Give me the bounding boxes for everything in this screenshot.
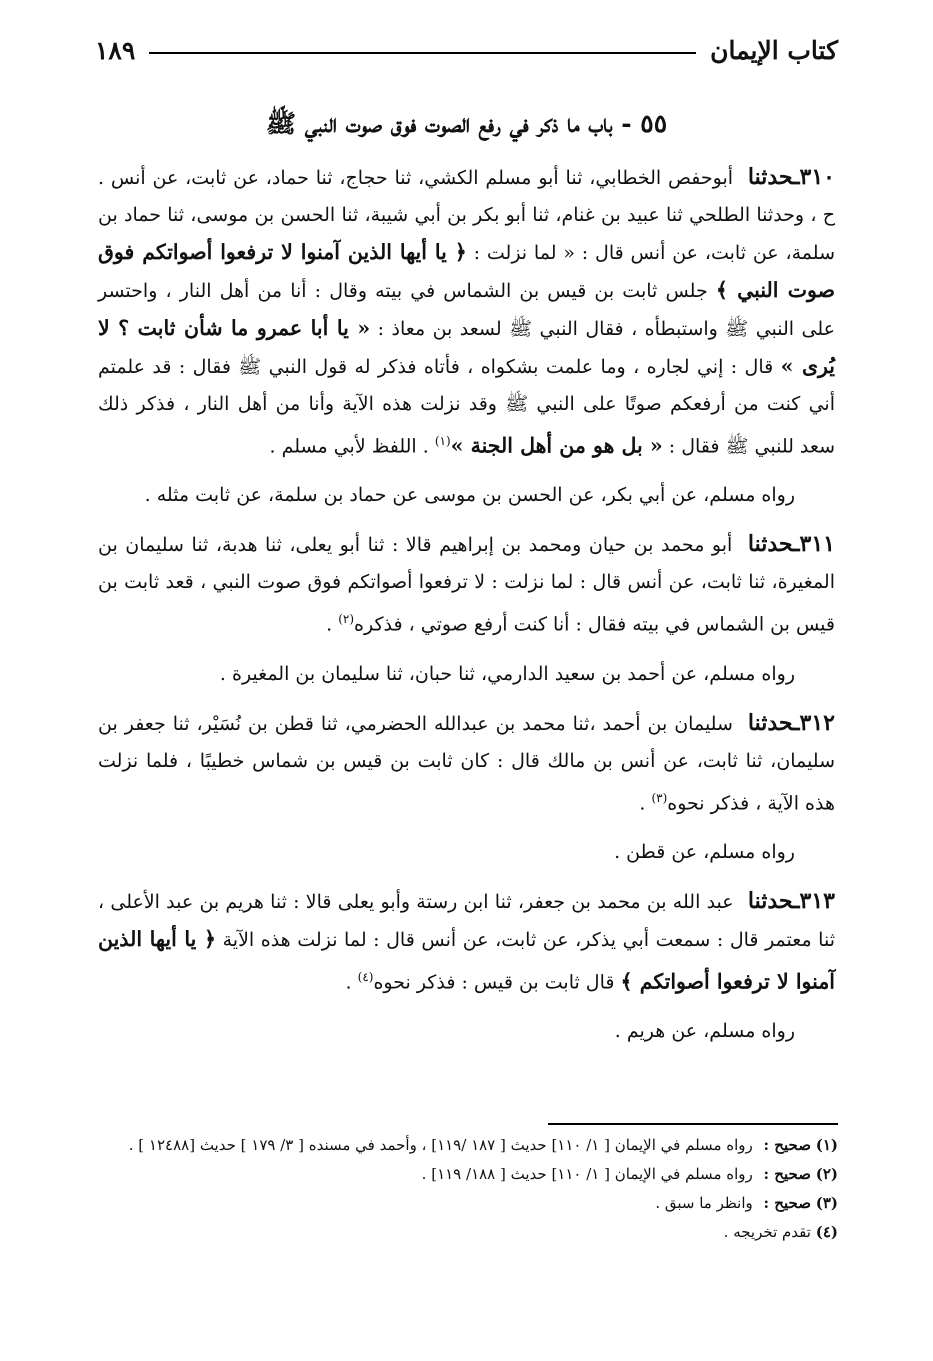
hadith-313: ٣١٣ـحدثنا عبد الله بن محمد بن جعفر، ثنا ابن رستة وأبو يعلى قالا : ثنا هريم بن عبد الأعلى ، ثنا معتمر قال : سمعت أبي يذكر، عن ثابت، عن أنس قال : لما نزلت هذه الآية ﴿ يا أيها الذين آمنوا لا ترفعوا أصواتكم ﴾ قال ثابت بن قيس : فذكر نحوه$^{(٤)}$ . [98,887,835,994]
footnote-text: رواه مسلم في الإيمان [ ١/ ١١٠] حديث [ ١٨٨/ ١١٩] . [421,1165,753,1183]
hadith-text: أبو محمد بن حيان ومحمد بن إبراهيم قالا : ثنا أبو يعلى، ثنا هدبة، ثنا سليمان بن المغيرة، ثنا ثابت، عن أنس قال : لما نزلت : لا ترفعوا أصواتكم فوق صوت النبي ، قعد ثابت بن قيس بن الشماس في بيته فقال : أنا كنت أرفع صوتي ، فذكره [98,534,835,636]
footnote-reference: (٢) [338,612,355,627]
riwaya-line: رواه مسلم، عن قطن . [614,840,795,863]
hadith-312: ٣١٢ـحدثنا سليمان بن أحمد ،ثنا محمد بن عبدالله الحضرمي، ثنا قطن بن نُسَيْر، ثنا جعفر بن سليمان، ثنا ثابت، عن أنس بن مالك قال : كان ثابت بن قيس بن شماس خطيبًا ، فلما نزلت هذه الآية ، فذكر نحوه$^{(٣)}$ . [98,709,835,814]
footnote-1 [98,1132,838,1159]
footnote-4 [98,1219,838,1246]
riwaya-line: رواه مسلم، عن هريم . [614,1020,795,1043]
riwaya-line: رواه مسلم، عن أبي بكر، عن الحسن بن موسى عن حماد بن سلمة، عن ثابت مثله . [144,484,795,507]
footnote-grade: صحيح : [763,1194,811,1212]
footnote-3 [98,1190,838,1217]
hadith-text: . اللفظ لأبي مسلم . [269,435,429,458]
prophet-quote: « بل هو من أهل الجنة » [450,433,663,458]
hadith-311: ٣١١ـحدثنا أبو محمد بن حيان ومحمد بن إبراهيم قالا : ثنا أبو يعلى، ثنا هدبة، ثنا سليمان بن المغيرة، ثنا ثابت، عن أنس قال : لما نزلت : لا ترفعوا أصواتكم فوق صوت النبي ، قعد ثابت بن قيس بن الشماس في بيته فقال : أنا كنت أرفع صوتي ، فذكره$^{(٢)}$ . [98,531,835,636]
page-body [98,108,835,1062]
footnote-marker: (٣) [815,1194,838,1212]
footnote-grade: صحيح : [763,1136,811,1154]
footnote-text: وانظر ما سبق . [655,1194,753,1212]
page-number: ١٨٩ [95,35,136,65]
hadith-number: ٣١٢ [799,709,835,736]
footnote-reference: (٤) [357,969,374,984]
hadith-text: . [326,613,333,636]
riwaya-line: رواه مسلم، عن أحمد بن سعيد الدارمي، ثنا حبان، ثنا سليمان بن المغيرة . [219,662,795,685]
footnote-marker: (١) [815,1136,838,1154]
quran-quote: ﴿ يا أيها الذين آمنوا لا ترفعوا أصواتكم ﴾ [98,926,835,994]
footnote-marker: (٤) [815,1223,838,1241]
footnote-text: تقدم تخريجه . [723,1223,811,1241]
chapter-title: ٥٥ - باب ما ذكر في رفع الصوت فوق صوت النبي ﷺ [265,109,668,138]
footnote-separator [548,1123,838,1125]
hadith-number: ٣١١ [799,531,835,558]
hadith-310: ٣١٠ـحدثنا أبوحفص الخطابي، ثنا أبو مسلم الكشي، ثنا حجاج، ثنا حماد، عن ثابت، عن أنس . ح ، وحدثنا الطلحي ثنا عبيد بن غنام، ثنا أبو بكر بن أبي شيبة، ثنا الحسن بن موسى، ثنا حماد بن سلمة، عن ثابت، عن أنس قال : « لما نزلت : ﴿ يا أيها الذين آمنوا لا ترفعوا أصواتكم فوق صوت النبي ﴾ جلس ثابت بن قيس بن الشماس في بيته وقال : أنا من أهل النار ، واحتسر على النبي ﷺ واستبطأه ، فقال النبي ﷺ لسعد بن معاذ : « يا أبا عمرو ما شأن ثابت ؟ لا يُرى » قال : إني لجاره ، وما علمت بشكواه ، فأتاه فذكر له قول النبي ﷺ فقال : قد علمتم أني كنت من أرفعكم صوتًا على النبي ﷺ وقد نزلت هذه الآية وأنا من أهل النار ، فذكر ذلك سعد للنبي ﷺ فقال : « بل هو من أهل الجنة »$^{(١)}$ . اللفظ لأبي مسلم . [98,164,836,458]
hadith-number: ٣١٠ [799,164,835,190]
footnote-marker: (٢) [815,1165,838,1183]
footnote-grade: صحيح : [763,1165,811,1183]
haddathana-word: حدثنا [747,709,794,736]
hadith-text: . [345,971,352,994]
hadith-text: جلس ثابت بن قيس بن الشماس في بيته وقال : أنا من أهل النار ، واحتسر على النبي ﷺ واستبطأه ، فقال النبي ﷺ لسعد بن معاذ : [98,280,836,340]
running-header [95,30,838,70]
hadith-text: . [639,791,646,814]
haddathana-word: حدثنا [747,164,794,190]
footnote-text: رواه مسلم في الإيمان [ ١/ ١١٠] حديث [ ١٨٧ /١١٩] ، وأحمد في مسنده [ ٣/ ١٧٩ ] حديث [١٢٤٨٨ ] . [128,1136,753,1154]
footnote-reference: (١) [434,434,451,448]
hadith-text: أبوحفص الخطابي، ثنا أبو مسلم الكشي، ثنا حجاج، ثنا حماد، عن ثابت، عن أنس . ح ، وحدثنا الطلحي ثنا عبيد بن غنام، ثنا أبو بكر بن أبي شيبة، ثنا الحسن بن موسى، ثنا حماد بن سلمة، عن ثابت، عن أنس قال : « لما نزلت : [98,167,835,264]
footnotes [98,1132,838,1248]
hadith-text: قال : إني لجاره ، وما علمت بشكواه ، فأتاه فذكر له قول النبي ﷺ فقال : قد علمتم أني كنت من أرفعكم صوتًا على النبي ﷺ وقد نزلت هذه الآية وأنا من أهل النار ، فذكر ذلك سعد للنبي ﷺ فقال : [98,356,835,458]
prophet-quote: « يا أبا عمرو ما شأن ثابت ؟ لا يُرى » [98,316,836,378]
footnote-reference: (٣) [651,790,668,805]
book-title: كتاب الإيمان [710,35,838,65]
hadith-text: قال ثابت بن قيس : فذكر نحوه [373,971,615,994]
haddathana-word: حدثنا [747,887,794,914]
hadith-text: عبد الله بن محمد بن جعفر، ثنا ابن رستة وأبو يعلى قالا : ثنا هريم بن عبد الأعلى ، ثنا معتمر قال : سمعت أبي يذكر، عن ثابت، عن أنس قال : لما نزلت هذه الآية [98,890,835,951]
header-rule [149,52,696,54]
footnote-2 [98,1161,838,1188]
haddathana-word: حدثنا [747,531,794,558]
hadith-text: سليمان بن أحمد ،ثنا محمد بن عبدالله الحضرمي، ثنا قطن بن نُسَيْر، ثنا جعفر بن سليمان، ثنا ثابت، عن أنس بن مالك قال : كان ثابت بن قيس بن شماس خطيبًا ، فلما نزلت هذه الآية ، فذكر نحوه [98,712,835,814]
hadith-number: ٣١٣ [799,887,835,914]
quran-quote: ﴿ يا أيها الذين آمنوا لا ترفعوا أصواتكم فوق صوت النبي ﴾ [98,240,835,302]
